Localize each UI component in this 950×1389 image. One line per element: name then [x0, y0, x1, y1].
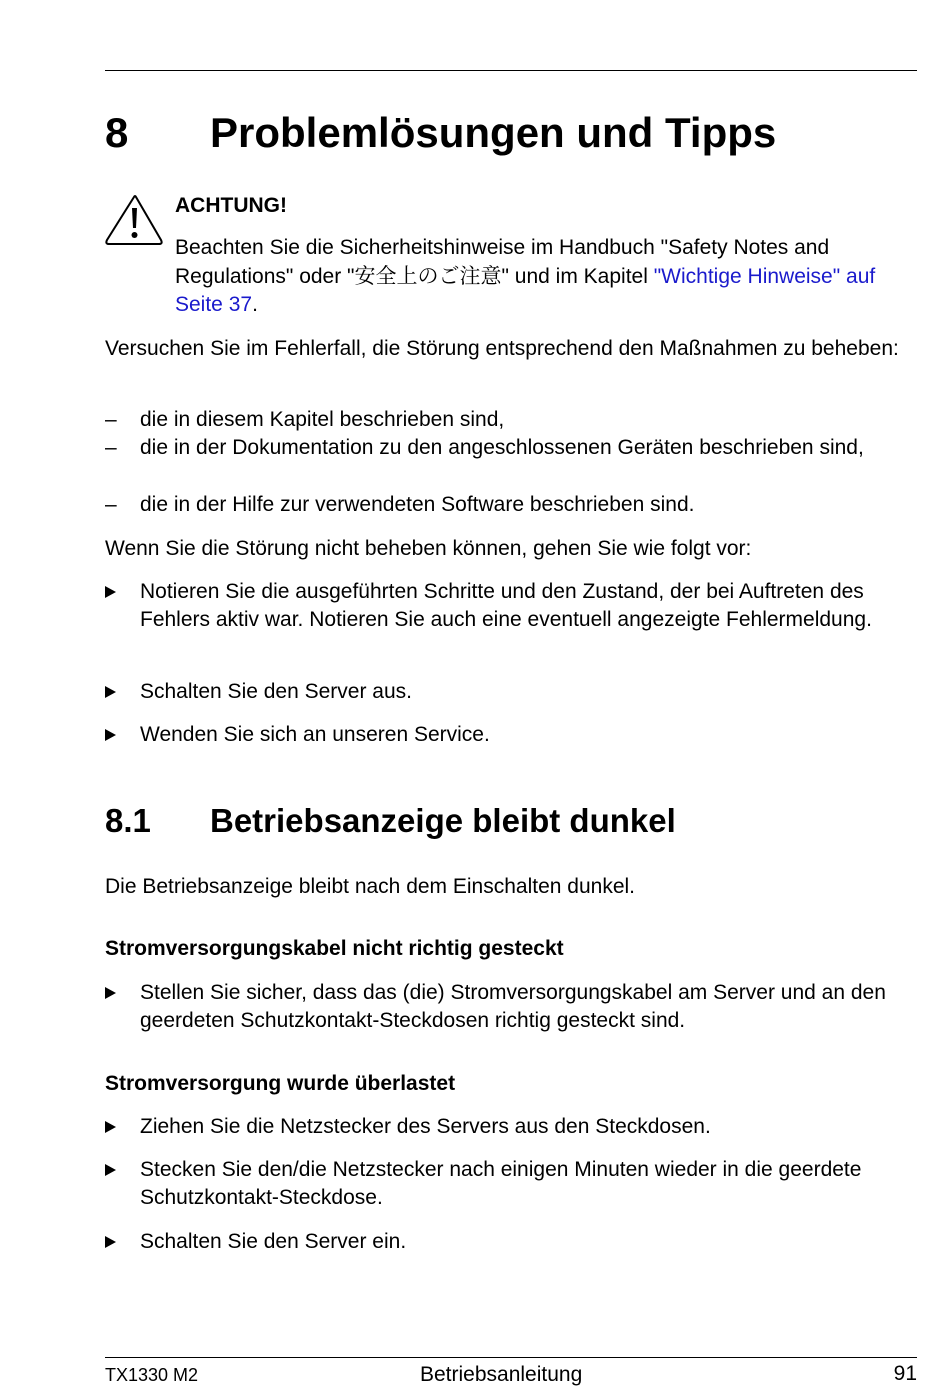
list-item	[105, 406, 920, 434]
arrow-bullet-icon	[105, 1228, 135, 1256]
warning-text-after: .	[252, 293, 258, 316]
step-text: Stecken Sie den/die Netzstecker nach einigen Minuten wieder in die geerdete Schutzkontakt-Steckdose.	[140, 1158, 862, 1209]
list-item	[105, 491, 920, 519]
subheading-overload: Stromversorgung wurde überlastet	[105, 1072, 456, 1095]
warning-title: ACHTUNG!	[175, 194, 287, 217]
section-intro: Die Betriebsanzeige bleibt nach dem Einschalten dunkel.	[105, 875, 635, 898]
step-text: Schalten Sie den Server ein.	[140, 1230, 407, 1253]
link-wichtige-hinweise[interactable]: "Wichtige Hinweise" auf Seite 37	[175, 264, 876, 316]
dash-marker: –	[105, 436, 117, 459]
section-title: Betriebsanzeige bleibt dunkel	[210, 802, 676, 839]
footer-doc-title: Betriebsanleitung	[420, 1363, 583, 1386]
step-item	[105, 678, 920, 706]
step-text: Stellen Sie sicher, dass das (die) Stromversorgungskabel am Server und an den geerdeten Schutzkontakt-Steckdosen richtig gesteckt sind.	[140, 981, 886, 1032]
subheading-cable: Stromversorgungskabel nicht richtig gesteckt	[105, 937, 564, 960]
step-item	[105, 1113, 920, 1141]
step-item	[105, 578, 920, 634]
followup-paragraph: Wenn Sie die Störung nicht beheben können, gehen Sie wie folgt vor:	[105, 537, 752, 560]
arrow-bullet-icon	[105, 1113, 135, 1141]
step-text: Schalten Sie den Server aus.	[140, 680, 412, 703]
header-rule	[105, 70, 917, 71]
footer-model: TX1330 M2	[105, 1365, 199, 1385]
list-item-text: die in der Dokumentation zu den angeschlossenen Geräten beschrieben sind,	[140, 436, 864, 459]
list-item	[105, 434, 920, 462]
warning-text	[175, 234, 920, 320]
arrow-bullet-icon	[105, 979, 135, 1007]
dash-marker: –	[105, 408, 117, 431]
warning-triangle-icon	[104, 194, 166, 248]
page-number: 91	[893, 1362, 917, 1385]
arrow-bullet-icon	[105, 578, 135, 606]
step-text: Ziehen Sie die Netzstecker des Servers aus den Steckdosen.	[140, 1115, 711, 1138]
step-text: Wenden Sie sich an unseren Service.	[140, 723, 490, 746]
list-item-text: die in diesem Kapitel beschrieben sind,	[140, 408, 505, 431]
arrow-bullet-icon	[105, 721, 135, 749]
step-item	[105, 721, 920, 749]
chapter-number: 8	[105, 109, 129, 156]
list-item-text: die in der Hilfe zur verwendeten Software beschrieben sind.	[140, 493, 695, 516]
intro-paragraph: Versuchen Sie im Fehlerfall, die Störung entsprechend den Maßnahmen zu beheben:	[105, 337, 899, 360]
dash-marker: –	[105, 493, 117, 516]
chapter-title: Problemlösungen und Tipps	[210, 109, 777, 156]
section-number: 8.1	[105, 802, 151, 839]
warning-text-before: Beachten Sie die Sicherheitshinweise im Handbuch "Safety Notes and Regulations" oder "安全上のご注意" und im Kapitel	[175, 236, 830, 288]
step-text: Notieren Sie die ausgeführten Schritte und den Zustand, der bei Auftreten des Fehlers aktiv war. Notieren Sie auch eine eventuell angezeigte Fehlermeldung.	[140, 580, 872, 631]
arrow-bullet-icon	[105, 1156, 135, 1184]
step-item	[105, 979, 920, 1035]
footer-rule	[105, 1357, 917, 1358]
arrow-bullet-icon	[105, 678, 135, 706]
step-item	[105, 1156, 920, 1212]
step-item	[105, 1228, 920, 1256]
